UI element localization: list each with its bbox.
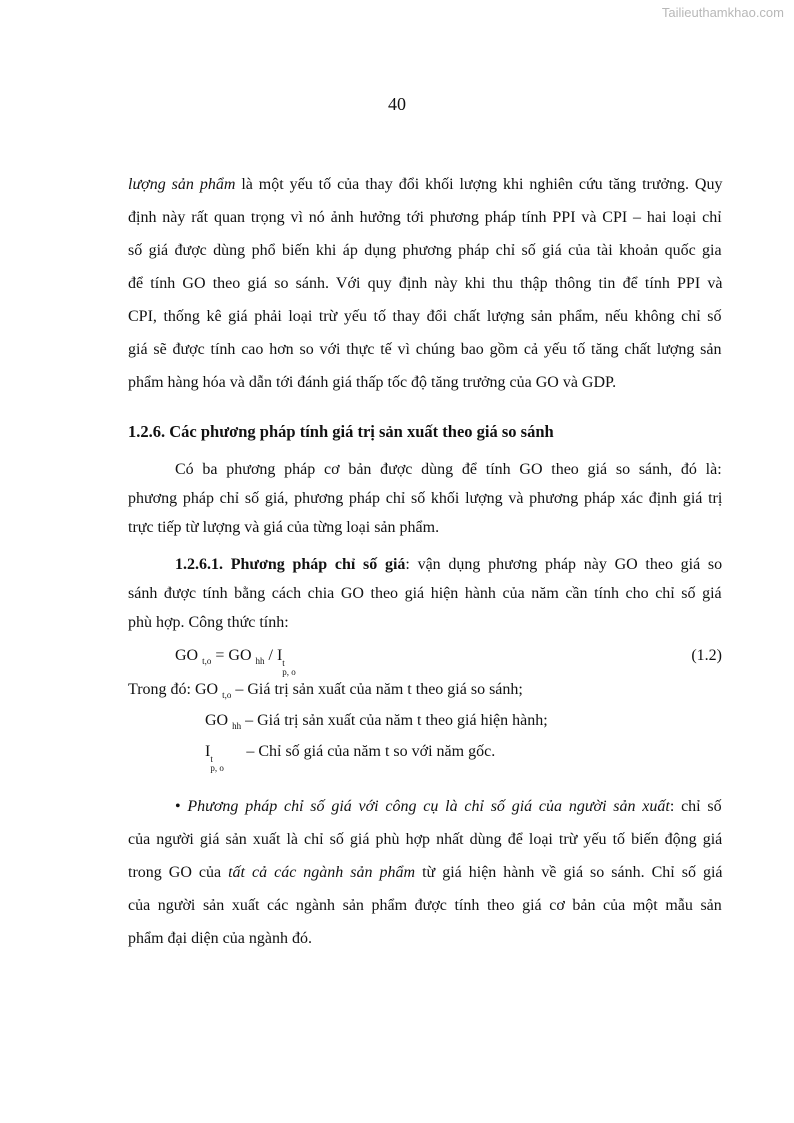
page-number: 40	[388, 94, 406, 114]
italic-text: tất cả các ngành sản phẩm	[228, 864, 416, 881]
text-line: Có ba phương pháp cơ bản được dùng để tính GO theo giá so sánh, đó là:	[175, 461, 722, 478]
bullet: •	[175, 798, 188, 815]
text-line	[175, 796, 722, 818]
text: I	[205, 743, 211, 760]
text-line: để tính GO theo giá so sánh. Với quy định này khi thu thập thông tin để tính PPI và	[128, 275, 723, 292]
section-heading: 1.2.6. Các phương pháp tính giá trị sản xuất theo giá so sánh	[128, 422, 554, 441]
text-line	[128, 862, 722, 884]
subscript: hh	[232, 721, 242, 732]
text-line	[128, 174, 722, 196]
text-line: phương pháp chỉ số giá, phương pháp chỉ số khối lượng và phương pháp xác định giá trị	[128, 490, 723, 507]
text-line: định này rất quan trọng vì nó ảnh hưởng tới phương pháp tính PPI và CPI – hai loại chỉ	[128, 209, 722, 226]
text: là một yếu tố của thay đổi khối lượng khi nghiên cứu tăng trưởng. Quy	[235, 176, 723, 193]
superscript: t	[282, 658, 285, 668]
text-line: số giá được dùng phổ biến khi áp dụng phương pháp chỉ số giá của tài khoản quốc gia	[128, 242, 722, 259]
subscript: hh	[255, 656, 265, 667]
text: = GO	[211, 647, 252, 664]
text: – Chỉ số giá của năm t so với năm gốc.	[246, 743, 496, 760]
legend-line	[205, 710, 722, 732]
italic-text: Phương pháp chỉ số giá với công cụ là chỉ số giá của người sản xuất	[187, 798, 670, 815]
legend-line	[128, 679, 722, 701]
text: – Giá trị sản xuất của năm t theo giá so sánh;	[231, 681, 523, 698]
legend-line	[205, 741, 722, 773]
text-line: của người giá sản xuất là chỉ số giá phù hợp nhất dùng để loại trừ yếu tố biến động giá	[128, 831, 723, 848]
text: / I	[264, 647, 283, 664]
text-line	[175, 554, 722, 576]
text-line: phẩm đại diện của ngành đó.	[128, 930, 312, 947]
watermark: Tailieuthamkhao.com	[661, 5, 784, 20]
text-line: CPI, thống kê giá phải loại trừ yếu tố thay đổi chất lượng sản phẩm, nếu không chỉ số	[128, 308, 722, 325]
text: từ giá hiện hành về giá so sánh. Chỉ số giá	[415, 864, 723, 881]
text-line: sánh được tính bằng cách chia GO theo giá hiện hành của năm cần tính cho chỉ số giá	[128, 585, 722, 602]
text: GO	[205, 712, 229, 729]
text-line: phẩm hàng hóa và dẫn tới đánh giá thấp tốc độ tăng trưởng của GO và GDP.	[128, 374, 617, 391]
italic-text: lượng sản phẩm	[128, 176, 236, 193]
text: GO	[175, 647, 199, 664]
subscript: p, o	[282, 667, 296, 677]
text: : vận dụng phương pháp này GO theo giá so	[405, 556, 723, 573]
text-line: giá sẽ được tính cao hơn so với thực tế vì chúng bao gồm cả yếu tố tăng chất lượng sản	[128, 341, 722, 358]
text-line: phù hợp. Công thức tính:	[128, 614, 289, 631]
text: – Giá trị sản xuất của năm t theo giá hiện hành;	[241, 712, 548, 729]
subscript: t,o	[222, 690, 232, 701]
text: trong GO của	[128, 864, 229, 881]
subscript: p, o	[210, 763, 224, 773]
text-line: của người sản xuất các ngành sản phẩm được tính theo giá cơ bản của một mẫu sản	[128, 897, 722, 914]
subsection-heading: 1.2.6.1. Phương pháp chỉ số giá	[175, 556, 406, 573]
equation-number: (1.2)	[691, 647, 722, 664]
superscript: t	[210, 754, 213, 764]
text-line: trực tiếp từ lượng và giá của từng loại sản phẩm.	[128, 519, 440, 536]
subscript: t,o	[202, 656, 212, 667]
text: : chỉ số	[669, 798, 722, 815]
formula	[175, 645, 722, 677]
text: Trong đó: GO	[128, 681, 219, 698]
